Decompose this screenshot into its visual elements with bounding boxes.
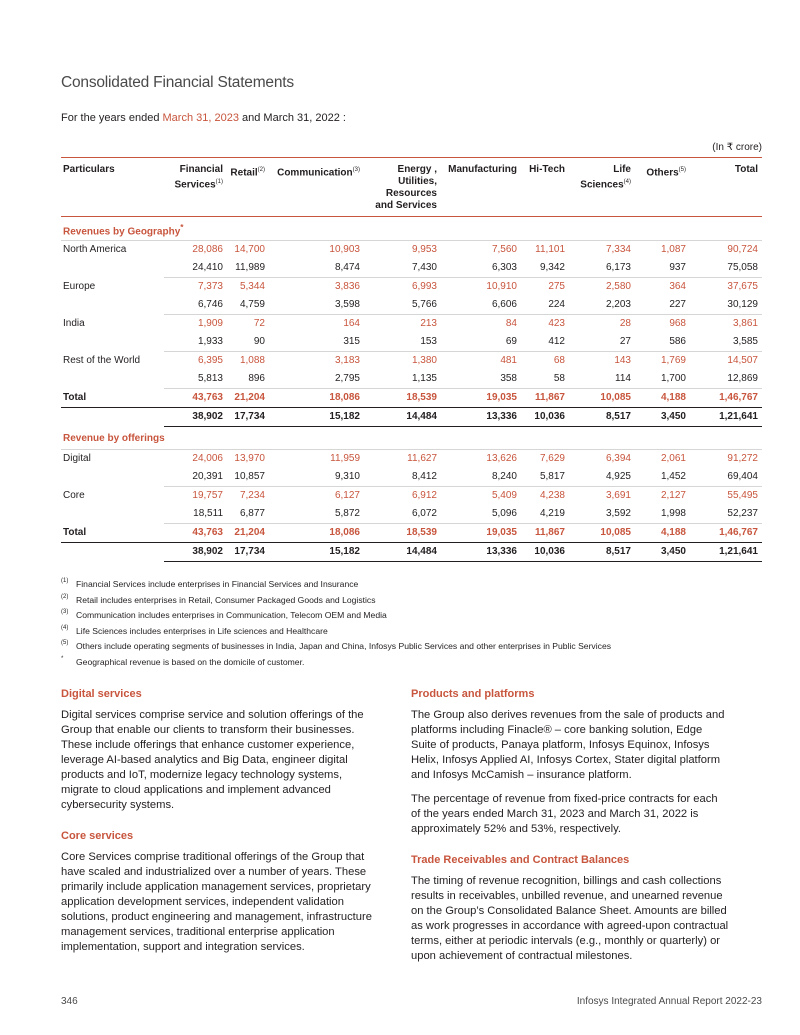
value-cell: 24,410 [164,259,227,278]
value-cell: 9,310 [269,468,364,487]
value-cell: 13,336 [441,408,521,427]
value-cell: 1,909 [197,318,223,330]
value-cell: 38,902 [164,408,227,427]
period-subtitle [61,112,346,124]
value-cell: 5,813 [164,370,227,389]
column-header-text: Total [734,164,758,175]
footnote-mark: (3) [61,609,69,615]
footnote [61,624,611,640]
value-cell: 18,086 [269,389,364,408]
value-cell: 7,234 [239,490,265,502]
value-cell: 3,592 [569,505,635,524]
value-cell: 968 [669,318,686,330]
geo-row-previous [61,259,762,278]
footnote-mark: (2) [61,593,69,600]
value-cell: 27 [569,333,635,352]
value-cell: 5,409 [491,490,517,502]
geo-total-label-blank [61,408,164,427]
geo-row-current [61,278,762,297]
column-header [441,158,521,217]
report-name: Infosys Integrated Annual Report 2022-23 [576,996,762,1007]
value-cell: 21,204 [227,389,269,408]
page-number: 346 [61,996,78,1007]
value-cell: 28 [619,318,631,330]
value-cell: 153 [364,333,441,352]
products-platforms-text: The Group also derives revenues from the sale of products and platforms including Finacle® – core banking solution, Edge Suite of products, Panaya platform, Infosys Equinox, Infosys Helix, Infosys Applied AI, Infosys Cortex, Stater digital platform and Infosys McCamish – insurance platform. [411,709,725,781]
value-cell: 11,627 [407,453,437,465]
value-cell: 275 [548,281,565,293]
value-cell: 10,036 [521,543,569,562]
value-cell: 7,430 [364,259,441,278]
column-header [521,158,569,217]
column-header-text: Energy , Utilities, Resources and Services [375,164,437,211]
geo-row-previous [61,370,762,389]
value-cell: 10,910 [486,281,517,293]
fixed-price-text: The percentage of revenue from fixed-price contracts for each of the years ended March 31, 2023 and March 31, 2022 is approximately 52% and 53%, respectively. [411,793,718,835]
value-cell: 6,746 [164,296,227,315]
offering-row-current [61,487,762,506]
value-cell: 5,344 [239,281,265,293]
footnote-mark: * [61,655,64,662]
column-header-footnote: (1) [215,179,223,185]
value-cell: 1,088 [239,355,265,367]
value-cell: 3,691 [605,490,631,502]
value-cell: 52,237 [690,505,762,524]
footnote-text: Communication includes enterprises in Communication, Telecom OEM and Media [76,610,387,620]
value-cell: 1,933 [164,333,227,352]
value-cell: 4,759 [227,296,269,315]
value-cell: 18,539 [364,389,441,408]
value-cell: 1,998 [635,505,690,524]
value-cell: 4,238 [539,490,565,502]
value-cell: 68 [553,355,565,367]
value-cell: 18,511 [164,505,227,524]
value-cell: 8,517 [569,408,635,427]
value-cell: 1,769 [660,355,686,367]
value-cell: 3,585 [690,333,762,352]
subtitle-highlight: March 31, 2023 [162,112,239,124]
value-cell: 30,129 [690,296,762,315]
value-cell: 55,495 [727,490,758,502]
value-cell: 3,836 [334,281,360,293]
offering-label: Core [63,490,85,502]
column-header-text: Communication [277,167,353,179]
value-cell: 10,085 [569,389,635,408]
value-cell: 11,867 [521,389,569,408]
value-cell: 10,857 [227,468,269,487]
value-cell: 6,127 [334,490,360,502]
value-cell: 896 [227,370,269,389]
value-cell: 224 [521,296,569,315]
value-cell: 5,817 [521,468,569,487]
core-services-text: Core Services comprise traditional offerings of the Group that have scaled and industrialized over a number of years. These primarily include application management services, proprietary application development services, independent validation solutions, product engineering and management, infrastructure management services, traditional enterprise application implementation, support and integration services. [61,851,372,953]
trade-receivables-text: The timing of revenue recognition, billings and cash collections results in receivables, unbilled revenue, and unearned revenue on the Group’s Consolidated Balance Sheet. Amounts are billed as work progresses in accordance with agreed-upon contractual terms, either at periodic intervals (e.g., monthly or quarterly) or upon achievement of contractual milestones. [411,875,729,962]
value-cell: 38,902 [164,543,227,562]
value-cell: 6,072 [364,505,441,524]
offering-label: Digital [63,453,91,465]
footnote-text: Others include operating segments of businesses in India, Japan and China, Infosys Public Services and other enterprises in Public Services [76,641,612,651]
offering-row-current [61,450,762,469]
value-cell: 18,086 [269,524,364,543]
geo-row-previous [61,296,762,315]
value-cell: 937 [635,259,690,278]
column-header-footnote: (4) [623,179,631,185]
value-cell: 10,903 [329,244,360,256]
value-cell: 69,404 [690,468,762,487]
value-cell: 90,724 [727,244,758,256]
value-cell: 7,373 [197,281,223,293]
value-cell: 13,336 [441,543,521,562]
column-header-text: Others [646,167,679,179]
value-cell: 11,959 [330,453,360,465]
value-cell: 17,734 [227,543,269,562]
geo-total-row-current [61,389,762,408]
value-cell: 9,342 [521,259,569,278]
column-header-footnote: (5) [678,167,686,173]
value-cell: 423 [548,318,565,330]
value-cell: 1,21,641 [690,408,762,427]
value-cell: 14,484 [364,408,441,427]
value-cell: 14,700 [234,244,265,256]
value-cell: 8,240 [441,468,521,487]
footnote-mark: (1) [61,578,69,584]
value-cell: 6,993 [411,281,437,293]
footnote [61,593,611,609]
value-cell: 6,394 [605,453,631,465]
digital-services-heading: Digital services [61,688,142,700]
column-header [227,158,269,217]
group-heading-row [61,217,762,241]
value-cell: 6,303 [441,259,521,278]
value-cell: 114 [569,370,635,389]
value-cell: 358 [441,370,521,389]
value-cell: 13,970 [234,453,265,465]
column-header-text: Particulars [63,164,115,175]
value-cell: 43,763 [164,524,227,543]
value-cell: 2,203 [569,296,635,315]
value-cell: 12,869 [690,370,762,389]
geo-row-current [61,241,762,260]
value-cell: 14,507 [727,355,758,367]
value-cell: 91,272 [727,453,758,465]
offering-label-blank [61,505,164,524]
geo-total-label: Total [61,389,164,408]
geo-label: Europe [63,281,96,293]
column-header [635,158,690,217]
products-platforms-heading: Products and platforms [411,688,535,700]
value-cell: 2,061 [660,453,686,465]
subtitle-suffix: and March 31, 2022 : [238,112,346,124]
value-cell: 11,867 [521,524,569,543]
value-cell: 24,006 [192,453,223,465]
value-cell: 11,989 [227,259,269,278]
value-cell: 4,188 [635,389,690,408]
value-cell: 72 [253,318,265,330]
value-cell: 90 [227,333,269,352]
footnote-mark: (4) [61,624,69,631]
value-cell: 5,096 [441,505,521,524]
value-cell: 1,087 [660,244,686,256]
value-cell: 15,182 [269,408,364,427]
column-header-footnote: (2) [257,167,265,173]
value-cell: 7,334 [605,244,631,256]
value-cell: 18,539 [364,524,441,543]
value-cell: 19,035 [441,389,521,408]
value-cell: 6,877 [227,505,269,524]
value-cell: 6,606 [441,296,521,315]
value-cell: 5,872 [269,505,364,524]
value-cell: 481 [500,355,517,367]
column-header [690,158,762,217]
value-cell: 586 [635,333,690,352]
geo-label: India [63,318,85,330]
value-cell: 1,380 [411,355,437,367]
value-cell: 5,766 [364,296,441,315]
digital-services-text: Digital services comprise service and solution offerings of the Group that enable our clients to transform their businesses. These include offerings that enhance customer experience, leverage AI-based analytics and Big Data, engineer digital products and IoT, modernize legacy technology systems, migrate to cloud applications and implement advanced cybersecurity systems. [61,709,364,811]
geo-label: North America [63,244,127,256]
value-cell: 227 [635,296,690,315]
value-cell: 2,795 [269,370,364,389]
offering-label-blank [61,468,164,487]
value-cell: 364 [669,281,686,293]
column-header [569,158,635,217]
value-cell: 19,757 [192,490,223,502]
value-cell: 1,135 [364,370,441,389]
value-cell: 3,183 [334,355,360,367]
value-cell: 1,21,641 [690,543,762,562]
offering-total-label: Total [61,524,164,543]
geo-label-blank [61,370,164,389]
value-cell: 6,173 [569,259,635,278]
value-cell: 9,953 [411,244,437,256]
geo-row-current [61,352,762,371]
footnote-text: Financial Services include enterprises in Financial Services and Insurance [76,579,359,589]
offering-total-row-current [61,524,762,543]
value-cell: 143 [614,355,631,367]
value-cell: 8,474 [269,259,364,278]
trade-receivables-heading: Trade Receivables and Contract Balances [411,854,630,866]
offering-row-previous [61,505,762,524]
value-cell: 10,085 [569,524,635,543]
value-cell: 69 [441,333,521,352]
value-cell: 1,46,767 [690,524,762,543]
left-column [61,687,379,964]
value-cell: 412 [521,333,569,352]
value-cell: 2,580 [605,281,631,293]
group-heading [61,427,762,450]
value-cell: 19,035 [441,524,521,543]
value-cell: 43,763 [164,389,227,408]
value-cell: 4,219 [521,505,569,524]
footnotes [61,577,611,670]
column-header-footnote: (3) [352,167,360,173]
footnote-text: Life Sciences includes enterprises in Life sciences and Healthcare [76,625,328,636]
column-header-text: Life Sciences [580,164,631,191]
value-cell: 6,395 [197,355,223,367]
value-cell: 58 [521,370,569,389]
value-cell: 8,412 [364,468,441,487]
value-cell: 2,127 [660,490,686,502]
value-cell: 75,058 [690,259,762,278]
value-cell: 21,204 [227,524,269,543]
column-header-text: Financial Services [174,164,223,191]
value-cell: 164 [343,318,360,330]
footnote [61,577,611,593]
group-heading-mark: * [180,222,184,232]
value-cell: 6,912 [411,490,437,502]
right-column [411,687,729,973]
value-cell: 13,626 [486,453,517,465]
value-cell: 11,101 [535,244,565,256]
value-cell: 7,629 [539,453,565,465]
geo-total-row-previous [61,408,762,427]
column-header [364,158,441,217]
offering-total-label-blank [61,543,164,562]
geo-row-previous [61,333,762,352]
column-header-text: Manufacturing [448,164,517,175]
footnote [61,608,611,624]
value-cell: 15,182 [269,543,364,562]
group-heading-row [61,427,762,450]
value-cell: 315 [269,333,364,352]
value-cell: 10,036 [521,408,569,427]
value-cell: 14,484 [364,543,441,562]
offering-row-previous [61,468,762,487]
value-cell: 8,517 [569,543,635,562]
value-cell: 17,734 [227,408,269,427]
revenue-table [61,157,762,562]
footnote-mark: (5) [61,640,69,646]
value-cell: 37,675 [727,281,758,293]
value-cell: 3,598 [269,296,364,315]
core-services-heading: Core services [61,830,134,842]
value-cell: 1,46,767 [690,389,762,408]
group-heading-text: Revenues by Geography [63,226,181,238]
value-cell: 213 [420,318,437,330]
page-title: Consolidated Financial Statements [61,74,294,91]
group-heading-text: Revenue by offerings [63,433,165,445]
geo-label-blank [61,296,164,315]
offering-total-row-previous [61,543,762,562]
footnote-text: Retail includes enterprises in Retail, Consumer Packaged Goods and Logistics [76,594,376,605]
value-cell: 7,560 [491,244,517,256]
footnote-text: Geographical revenue is based on the domicile of customer. [76,656,305,667]
column-header [164,158,227,217]
value-cell: 84 [505,318,517,330]
currency-unit: (In ₹ crore) [712,142,762,153]
value-cell: 3,450 [635,543,690,562]
subtitle-prefix: For the years ended [61,112,163,124]
value-cell: 4,188 [635,524,690,543]
geo-label-blank [61,259,164,278]
geo-label: Rest of the World [63,355,141,367]
geo-row-current [61,315,762,334]
footnote [61,655,611,671]
group-heading [61,217,762,241]
column-header-text: Retail [230,167,258,179]
table-header-row [61,158,762,217]
value-cell: 4,925 [569,468,635,487]
column-header [269,158,364,217]
column-header [61,158,164,217]
column-header-text: Hi-Tech [529,164,565,175]
footnote [61,639,611,655]
value-cell: 1,700 [635,370,690,389]
value-cell: 1,452 [635,468,690,487]
value-cell: 3,861 [732,318,758,330]
geo-label-blank [61,333,164,352]
value-cell: 28,086 [192,244,223,256]
value-cell: 3,450 [635,408,690,427]
value-cell: 20,391 [164,468,227,487]
